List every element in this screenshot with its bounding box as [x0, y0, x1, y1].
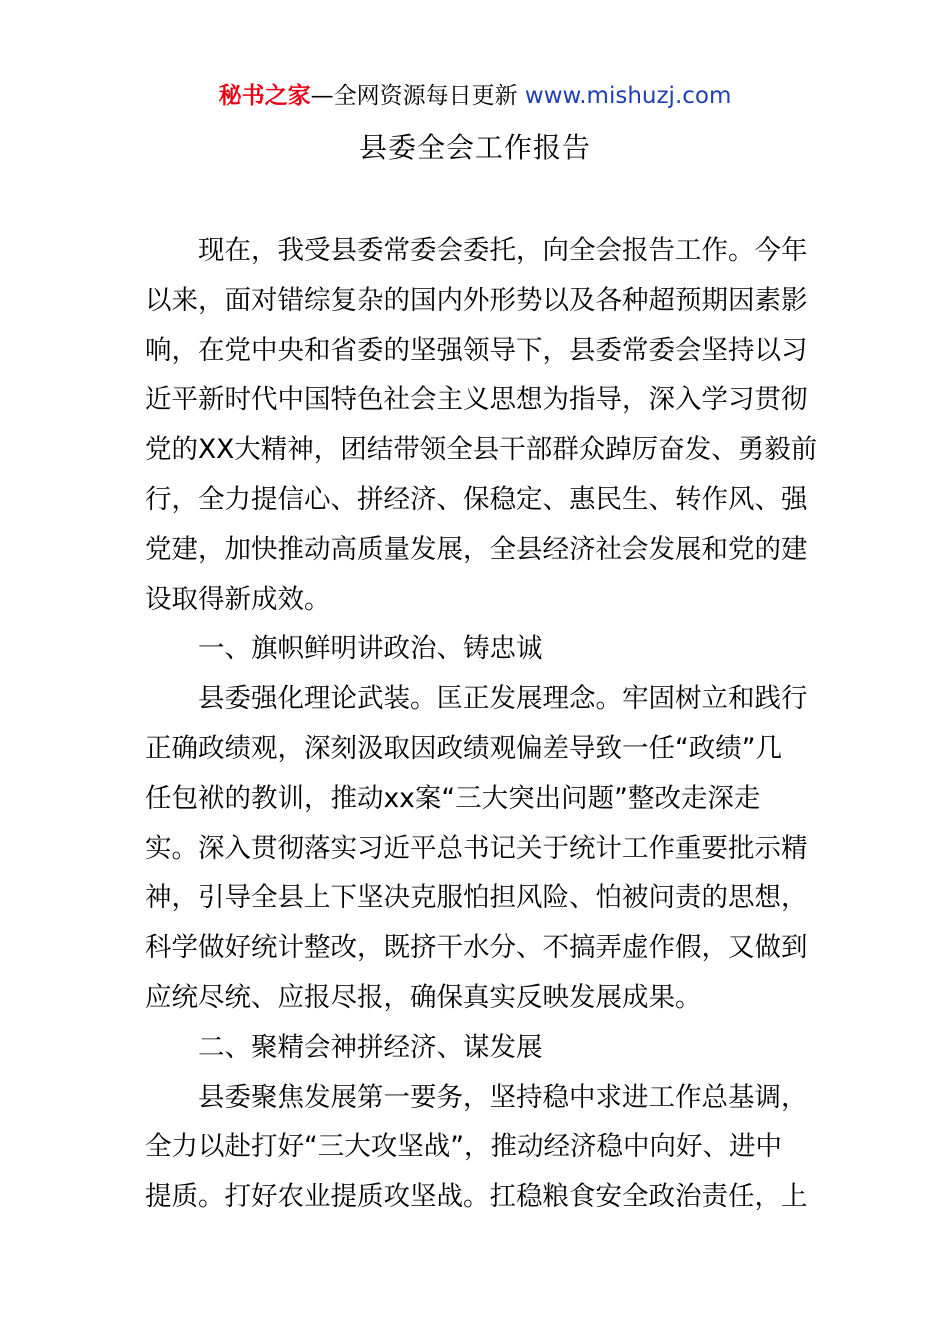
paragraph-line: 正确政绩观，深刻汲取因政绩观偏差导致一任“政绩”几: [145, 732, 782, 764]
section-heading: 二、聚精会神拼经济、谋发展: [198, 1031, 543, 1063]
paragraph-line: 任包袱的教训，推动xx案“三大突出问题”整改走深走: [145, 782, 761, 814]
paragraph-line: 行，全力提信心、拼经济、保稳定、惠民生、转作风、强: [145, 483, 808, 515]
header-tagline: —全网资源每日更新: [310, 83, 525, 109]
paragraph-line: 提质。打好农业提质攻坚战。扛稳粮食安全政治责任，上: [145, 1181, 808, 1213]
paragraph-line: 县委聚焦发展第一要务，坚持稳中求进工作总基调，: [198, 1081, 808, 1113]
paragraph-line: 现在，我受县委常委会委托，向全会报告工作。今年: [198, 235, 808, 266]
document-title: 县委全会工作报告: [358, 131, 591, 164]
paragraph-line: 县委强化理论武装。匡正发展理念。牢固树立和践行: [198, 683, 808, 715]
paragraph-line: 实。深入贯彻落实习近平总书记关于统计工作重要批示精: [145, 832, 808, 864]
paragraph-line: 以来，面对错综复杂的国内外形势以及各种超预期因素影: [145, 284, 808, 316]
paragraph-line: 党的XX大精神，团结带领全县干部群众踔厉奋发、勇毅前: [145, 434, 818, 466]
paragraph-line: 神，引导全县上下坚决克服怕担风险、怕被问责的思想，: [145, 882, 808, 914]
paragraph-line: 近平新时代中国特色社会主义思想为指导，深入学习贯彻: [145, 384, 808, 416]
site-url-link[interactable]: www.mishuzj.com: [524, 83, 732, 109]
page-header: [0, 80, 950, 112]
paragraph-line: 应统尽统、应报尽报，确保真实反映发展成果。: [145, 981, 702, 1013]
paragraph-line: 设取得新成效。: [145, 583, 331, 615]
brand-name: 秘书之家: [218, 83, 311, 109]
paragraph-line: 响，在党中央和省委的坚强领导下，县委常委会坚持以习: [145, 334, 808, 366]
paragraph-line: 党建，加快推动高质量发展，全县经济社会发展和党的建: [145, 533, 808, 565]
paragraph-line: 科学做好统计整改，既挤干水分、不搞弄虚作假，又做到: [145, 932, 808, 964]
section-heading: 一、旗帜鲜明讲政治、铸忠诚: [198, 633, 543, 665]
document-body: [145, 226, 818, 1222]
paragraph-line: 全力以赴打好“三大攻坚战”，推动经济稳中向好、进中: [145, 1131, 782, 1163]
